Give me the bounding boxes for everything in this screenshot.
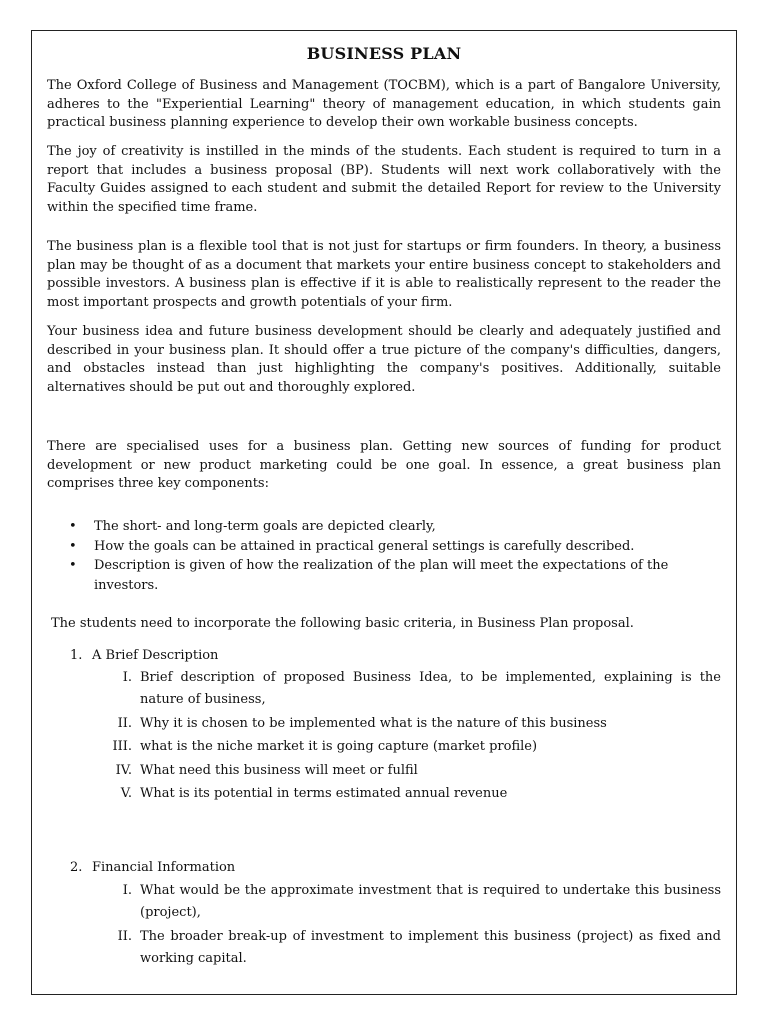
item-text: What need this business will meet or fulfil bbox=[140, 762, 418, 778]
list-item bbox=[47, 517, 721, 537]
paragraph-flexible-tool: The business plan is a flexible tool that is not just for startups or firm founders. In theory, a business plan may be thought of as a document that markets your entire business concept to stakeholders and possible investors. A business plan is effective if it is able to realistically represent to the reader the most important prospects and growth potentials of your firm. bbox=[47, 239, 721, 310]
paragraph-business-idea: Your business idea and future business development should be clearly and adequately justified and described in your business plan. It should offer a true picture of the company's difficulties, dangers, and obstacles instead than just highlighting the company's positives. Additionally, suitable alternatives should be put out and thoroughly explored. bbox=[47, 324, 721, 395]
section-heading: Financial Information bbox=[92, 860, 236, 875]
document-page bbox=[31, 30, 737, 995]
item-text: The broader break-up of investment to implement this business (project) as fixed and working capital. bbox=[140, 928, 721, 966]
section-heading-financial-information bbox=[47, 858, 721, 877]
criteria-intro: The students need to incorporate the following basic criteria, in Business Plan proposal. bbox=[51, 616, 634, 631]
item-text: what is the niche market it is going capture (market profile) bbox=[140, 739, 538, 754]
bullet-text: How the goals can be attained in practical general settings is carefully described. bbox=[94, 538, 635, 554]
list-item bbox=[47, 537, 721, 557]
roman-numeral: V. bbox=[120, 786, 132, 801]
item-text: What is its potential in terms estimated annual revenue bbox=[140, 786, 508, 801]
section-heading-brief-description bbox=[47, 646, 721, 665]
roman-numeral: II. bbox=[117, 928, 132, 944]
key-components-list bbox=[47, 517, 721, 595]
roman-numeral: I. bbox=[122, 883, 132, 898]
section-heading: A Brief Description bbox=[92, 648, 219, 663]
bullet-text: The short- and long-term goals are depicted clearly, bbox=[94, 519, 436, 534]
financial-information-items bbox=[47, 880, 721, 971]
bullet-icon: • bbox=[69, 538, 77, 554]
roman-numeral: I. bbox=[122, 670, 132, 685]
list-item bbox=[47, 926, 721, 970]
paragraph-specialised-uses: There are specialised uses for a business plan. Getting new sources of funding for product development or new product marketing could be one goal. In essence, a great business plan comprises three key components: bbox=[47, 439, 721, 491]
list-item bbox=[47, 783, 721, 805]
item-text: What would be the approximate investment that is required to undertake this business (project), bbox=[140, 883, 721, 920]
section-number: 2. bbox=[70, 860, 83, 875]
section-number: 1. bbox=[70, 648, 83, 663]
list-item bbox=[47, 667, 721, 711]
document-title: BUSINESS PLAN bbox=[306, 44, 462, 63]
roman-numeral: II. bbox=[117, 715, 132, 731]
roman-numeral: IV. bbox=[115, 762, 132, 778]
bullet-icon: • bbox=[69, 558, 77, 573]
paragraph-intro: The Oxford College of Business and Management (TOCBM), which is a part of Bangalore University, adheres to the "Experiential Learning" theory of management education, in which students gain practical business planning experience to develop their own workable business concepts. bbox=[47, 78, 721, 130]
roman-numeral: III. bbox=[112, 739, 132, 754]
paragraph-creativity: The joy of creativity is instilled in the minds of the students. Each student is required to turn in a report that includes a business proposal (BP). Students will next work collaboratively with the Faculty Guides assigned to each student and submit the detailed Report for review to the University within the specified time frame. bbox=[47, 144, 721, 215]
item-text: Brief description of proposed Business Idea, to be implemented, explaining is the nature of business, bbox=[140, 670, 721, 707]
list-item bbox=[47, 713, 721, 735]
brief-description-items bbox=[47, 667, 721, 807]
item-text: Why it is chosen to be implemented what is the nature of this business bbox=[140, 715, 607, 731]
bullet-text: Description is given of how the realization of the plan will meet the expectations of the investors. bbox=[94, 558, 669, 593]
list-item bbox=[47, 880, 721, 924]
list-item bbox=[47, 760, 721, 782]
list-item bbox=[47, 556, 721, 595]
bullet-icon: • bbox=[69, 519, 77, 534]
list-item bbox=[47, 736, 721, 758]
